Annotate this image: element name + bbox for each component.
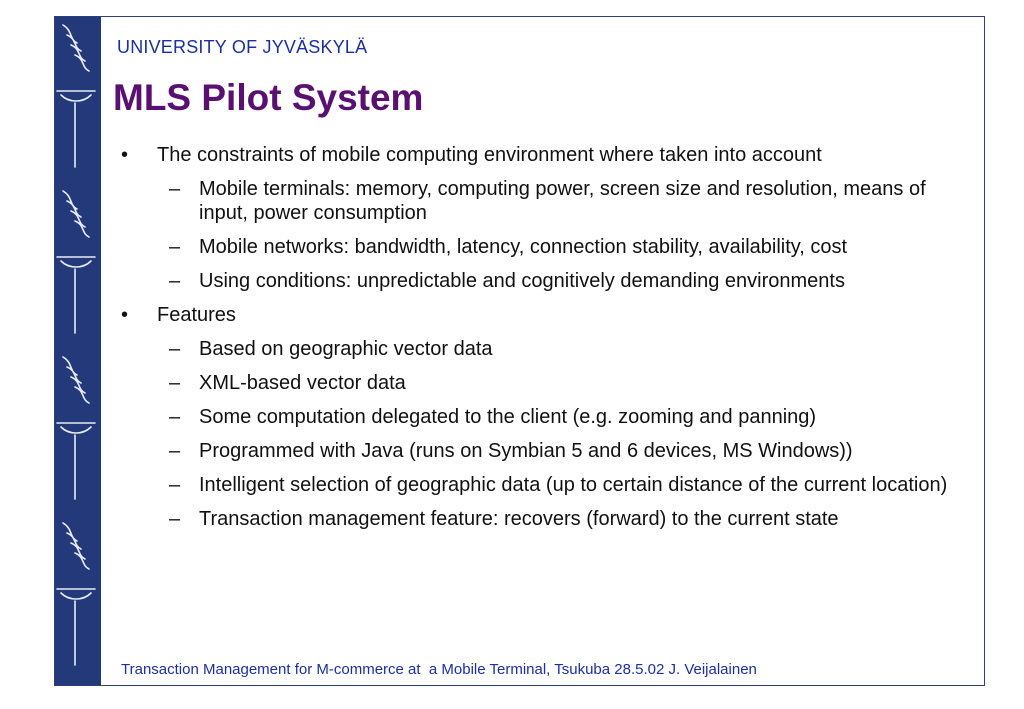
sub-bullet-text: Based on geographic vector data	[199, 338, 493, 360]
sub-bullet-text: Transaction management feature: recovers (forward) to the current state	[199, 508, 839, 530]
sub-bullet-item	[117, 439, 977, 463]
sub-bullet-text: Programmed with Java (runs on Symbian 5 and 6 devices, MS Windows))	[199, 440, 853, 462]
sub-bullet-item	[117, 337, 977, 361]
slide-frame	[54, 16, 985, 686]
sub-bullet-marker: –	[169, 270, 181, 292]
side-band	[55, 17, 101, 685]
sub-bullet-text: Intelligent selection of geographic data (up to certain distance of the current location)	[199, 474, 948, 496]
sub-bullet-text: Using conditions: unpredictable and cognitively demanding environments	[199, 270, 845, 292]
sub-bullet-marker: –	[169, 338, 181, 360]
sub-bullet-item	[117, 269, 977, 293]
sub-bullet-marker: –	[169, 508, 181, 530]
slide-body	[117, 143, 977, 541]
sub-bullet-item	[117, 473, 977, 497]
sub-bullet-item	[117, 235, 977, 259]
sub-bullet-text: XML-based vector data	[199, 372, 406, 394]
bullet-text: The constraints of mobile computing environment where taken into account	[157, 144, 822, 166]
slide-footer: Transaction Management for M-commerce at a Mobile Terminal, Tsukuba 28.5.02 J. Veijalainen	[121, 661, 757, 678]
sub-bullet-item	[117, 177, 977, 225]
sub-bullet-marker: –	[169, 440, 181, 462]
university-torch-emblem-icon	[55, 17, 101, 686]
sub-bullet-marker: –	[169, 474, 181, 496]
sub-bullet-item	[117, 371, 977, 395]
sub-bullet-item	[117, 405, 977, 429]
sub-bullet-marker: –	[169, 372, 181, 394]
bullet-item	[117, 303, 977, 327]
sub-bullet-marker: –	[169, 406, 181, 428]
sub-bullet-text: Some computation delegated to the client (e.g. zooming and panning)	[199, 406, 817, 428]
slide-title: MLS Pilot System	[113, 77, 424, 118]
institution-name: UNIVERSITY OF JYVÄSKYLÄ	[117, 37, 368, 57]
sub-bullet-marker: –	[169, 178, 181, 200]
bullet-marker: •	[121, 144, 129, 166]
sub-bullet-marker: –	[169, 236, 181, 258]
bullet-text: Features	[157, 304, 236, 326]
sub-bullet-item	[117, 507, 977, 531]
sub-bullet-text: Mobile terminals: memory, computing power, screen size and resolution, means of input, power consumption	[199, 178, 926, 224]
sub-bullet-text: Mobile networks: bandwidth, latency, connection stability, availability, cost	[199, 236, 848, 258]
bullet-item	[117, 143, 977, 167]
bullet-marker: •	[121, 304, 129, 326]
